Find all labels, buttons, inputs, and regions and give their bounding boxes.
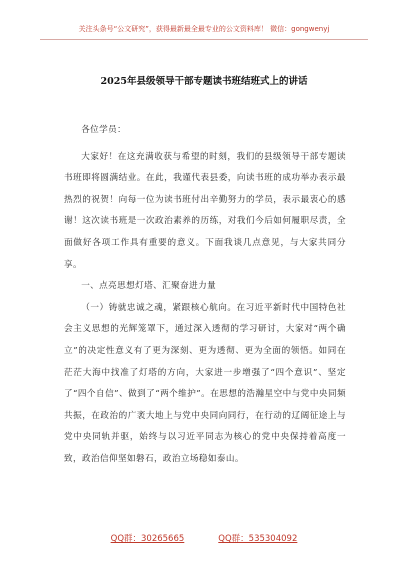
qq-group-link-1[interactable]: QQ群：30265665 bbox=[110, 534, 185, 544]
footer-contacts bbox=[0, 533, 408, 545]
document-title: 2025年县级领导干部专题读书班结班式上的讲话 bbox=[100, 76, 308, 87]
section-heading: 一、点亮思想灯塔、汇聚奋进力量 bbox=[81, 281, 217, 292]
header-divider bbox=[40, 39, 368, 40]
promo-banner: 关注头条号“公文研究”，获得最新最全最专业的公文资料库！ 微信：gongwenyj bbox=[78, 25, 330, 33]
opening-paragraph: 大家好！在这充满收获与希望的时刻，我们的县级领导干部专题读书班即将圆满结业。在此，我谨代表县委，向读书班的成功举办表示最热烈的祝贺！向每一位为读书班付出辛勤努力的学员，表示最衷心的感谢！这次读书班是一次政治素养的历练，对我们今后如何履职尽责，全面做好各项工作具有重要的意义。下面我谈几点意见，与大家共同分享。 bbox=[64, 151, 346, 270]
document-body bbox=[64, 120, 346, 471]
qq-group-link-2[interactable]: QQ群：535304092 bbox=[218, 534, 298, 544]
subsection-paragraph: （一）铸就忠诚之魂，紧跟核心航向。在习近平新时代中国特色社会主义思想的光辉笼罩下，通过深入透彻的学习研讨，大家对“两个确立”的决定性意义有了更为深刻、更为透彻、更为全面的领悟。如同在茫茫大海中找准了灯塔的方向，大家进一步增强了“四个意识”、坚定了“四个自信”、做到了“两个维护”。在思想的浩瀚星空中与党中央同频共振，在政治的广袤大地上与党中央同向同行，在行动的辽阔征途上与党中央同轨并驱，始终与以习近平同志为核心的党中央保持着高度一致，政治信仰坚如磐石，政治立场稳如泰山。 bbox=[64, 302, 346, 464]
salutation: 各位学员： bbox=[81, 125, 127, 135]
